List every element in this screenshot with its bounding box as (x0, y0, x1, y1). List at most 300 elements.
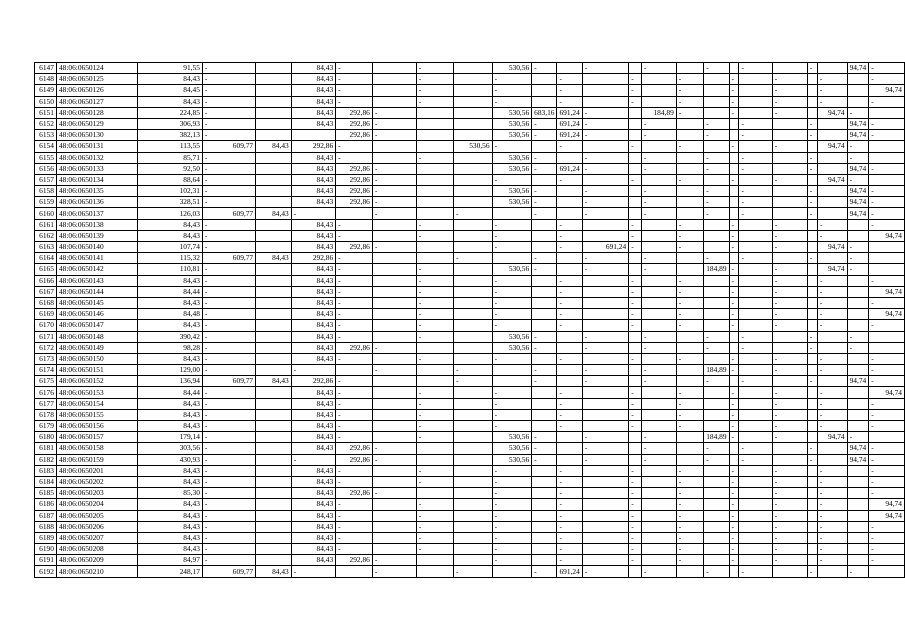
table-cell: - (557, 398, 582, 409)
table-cell: - (729, 544, 739, 555)
table-cell (582, 230, 628, 241)
table-cell: - (869, 398, 905, 409)
table-cell: 94,74 (817, 174, 847, 185)
table-cell (582, 555, 628, 566)
cadastral-number: 48:06:0650139 (56, 230, 137, 241)
table-cell: 94,74 (817, 432, 847, 443)
table-cell (416, 197, 453, 208)
table-cell (642, 309, 677, 320)
table-cell (453, 219, 492, 230)
row-number: 6162 (35, 230, 57, 241)
table-cell (807, 398, 817, 409)
table-row (35, 186, 905, 197)
table-cell: - (336, 532, 373, 543)
table-cell: - (739, 566, 772, 577)
table-cell (704, 230, 729, 241)
table-cell (557, 331, 582, 342)
table-cell: - (869, 532, 905, 543)
table-cell: 292,86 (336, 197, 373, 208)
table-cell: - (202, 174, 255, 185)
row-number: 6174 (35, 365, 57, 376)
table-cell: 292,86 (336, 174, 373, 185)
table-cell (739, 488, 772, 499)
table-cell: - (202, 242, 255, 253)
table-cell (817, 208, 847, 219)
table-cell (256, 219, 292, 230)
table-cell: - (557, 141, 582, 152)
table-cell (739, 544, 772, 555)
table-cell (256, 130, 292, 141)
table-cell (676, 376, 703, 387)
table-cell (817, 163, 847, 174)
cadastral-number: 48:06:0650143 (56, 275, 137, 286)
table-cell (729, 197, 739, 208)
table-cell: - (869, 555, 905, 566)
table-cell: - (492, 141, 532, 152)
table-cell (807, 141, 817, 152)
table-cell: 84,43 (138, 521, 203, 532)
table-cell (256, 521, 292, 532)
cadastral-number: 48:06:0650155 (56, 409, 137, 420)
table-cell: 530,56 (453, 141, 492, 152)
table-cell (492, 566, 532, 577)
row-number: 6170 (35, 320, 57, 331)
table-cell (582, 96, 628, 107)
table-cell: 691,24 (557, 107, 582, 118)
table-cell: - (336, 264, 373, 275)
table-cell: 84,43 (291, 409, 335, 420)
table-cell: - (847, 174, 869, 185)
table-cell: - (772, 521, 807, 532)
table-cell: - (704, 253, 729, 264)
table-cell (807, 353, 817, 364)
table-cell (453, 152, 492, 163)
table-cell (739, 555, 772, 566)
table-cell: 691,24 (557, 566, 582, 577)
table-cell: 530,56 (492, 63, 532, 74)
table-cell: - (807, 331, 817, 342)
table-cell (739, 353, 772, 364)
table-cell (807, 264, 817, 275)
table-cell (453, 163, 492, 174)
table-cell: - (557, 320, 582, 331)
table-cell: - (629, 387, 642, 398)
table-cell: - (676, 85, 703, 96)
table-cell: - (492, 297, 532, 308)
table-cell (372, 499, 416, 510)
table-cell: - (869, 443, 905, 454)
table-cell (532, 230, 557, 241)
table-cell (453, 476, 492, 487)
table-cell: - (772, 286, 807, 297)
table-cell: - (557, 465, 582, 476)
table-cell: - (557, 353, 582, 364)
table-cell: - (642, 365, 677, 376)
table-cell (256, 421, 292, 432)
table-cell (453, 488, 492, 499)
table-cell: - (202, 96, 255, 107)
table-cell (772, 163, 807, 174)
table-cell (256, 74, 292, 85)
table-cell (532, 286, 557, 297)
table-cell: - (202, 130, 255, 141)
table-cell (642, 387, 677, 398)
table-cell (807, 96, 817, 107)
table-cell: - (629, 219, 642, 230)
table-cell: - (202, 264, 255, 275)
table-cell: - (704, 566, 729, 577)
table-row (35, 331, 905, 342)
table-cell: - (416, 309, 453, 320)
table-cell: - (817, 297, 847, 308)
table-cell (629, 264, 642, 275)
table-cell: - (772, 320, 807, 331)
table-cell: 94,74 (817, 141, 847, 152)
table-cell (704, 398, 729, 409)
table-cell: - (729, 85, 739, 96)
table-cell (532, 85, 557, 96)
table-row (35, 63, 905, 74)
table-cell: 84,43 (291, 242, 335, 253)
table-cell (453, 555, 492, 566)
table-cell: - (416, 521, 453, 532)
cadastral-number: 48:06:0650205 (56, 510, 137, 521)
table-cell (416, 342, 453, 353)
table-cell (372, 387, 416, 398)
table-cell (704, 421, 729, 432)
table-cell (629, 331, 642, 342)
table-cell (642, 297, 677, 308)
table-cell: - (532, 365, 557, 376)
table-cell: - (557, 230, 582, 241)
table-cell (739, 499, 772, 510)
table-cell: - (582, 365, 628, 376)
table-cell: - (642, 264, 677, 275)
table-cell: - (202, 499, 255, 510)
table-cell (676, 152, 703, 163)
table-cell: - (729, 555, 739, 566)
table-cell (372, 421, 416, 432)
table-cell: - (532, 443, 557, 454)
table-cell (372, 476, 416, 487)
table-cell: - (372, 130, 416, 141)
table-cell: - (817, 488, 847, 499)
table-cell (729, 454, 739, 465)
cadastral-number: 48:06:0650150 (56, 353, 137, 364)
table-cell: - (704, 376, 729, 387)
table-cell: 224,85 (138, 107, 203, 118)
table-cell (739, 85, 772, 96)
cadastral-number: 48:06:0650136 (56, 197, 137, 208)
table-cell: - (202, 63, 255, 74)
table-cell (453, 510, 492, 521)
table-cell: - (676, 309, 703, 320)
table-cell: - (807, 186, 817, 197)
table-cell: - (676, 544, 703, 555)
table-cell (532, 174, 557, 185)
table-cell: - (202, 409, 255, 420)
table-cell: 691,24 (557, 118, 582, 129)
table-cell (256, 499, 292, 510)
table-cell: 84,43 (291, 297, 335, 308)
table-cell: - (202, 230, 255, 241)
table-cell (532, 409, 557, 420)
table-cell: 292,86 (291, 376, 335, 387)
table-cell: 292,86 (336, 342, 373, 353)
table-cell (869, 152, 905, 163)
table-cell (739, 365, 772, 376)
table-cell (557, 342, 582, 353)
table-cell (704, 107, 729, 118)
cadastral-number: 48:06:0650152 (56, 376, 137, 387)
table-row (35, 532, 905, 543)
table-cell: 84,43 (291, 286, 335, 297)
table-cell: - (492, 488, 532, 499)
cadastral-number: 48:06:0650135 (56, 186, 137, 197)
table-cell (642, 96, 677, 107)
table-cell: 84,43 (291, 85, 335, 96)
table-cell: - (532, 163, 557, 174)
table-cell: 292,86 (291, 253, 335, 264)
table-cell (642, 219, 677, 230)
table-cell: - (416, 74, 453, 85)
table-cell (739, 264, 772, 275)
table-cell: - (772, 365, 807, 376)
table-cell (676, 264, 703, 275)
table-cell: 84,43 (291, 163, 335, 174)
table-cell: 292,86 (336, 107, 373, 118)
table-cell: - (729, 96, 739, 107)
table-cell (453, 398, 492, 409)
table-cell: - (629, 141, 642, 152)
table-cell: - (582, 376, 628, 387)
table-cell (739, 219, 772, 230)
table-cell: - (729, 107, 739, 118)
cadastral-number: 48:06:0650202 (56, 476, 137, 487)
table-cell (642, 141, 677, 152)
table-cell: 390,42 (138, 331, 203, 342)
row-number: 6166 (35, 275, 57, 286)
table-cell (532, 510, 557, 521)
table-cell (372, 230, 416, 241)
table-cell: 129,00 (138, 365, 203, 376)
table-cell (256, 309, 292, 320)
table-cell (256, 398, 292, 409)
table-cell (817, 130, 847, 141)
table-cell (582, 521, 628, 532)
table-cell: - (372, 365, 416, 376)
table-cell: 84,43 (138, 297, 203, 308)
row-number: 6184 (35, 476, 57, 487)
table-row (35, 286, 905, 297)
table-cell (642, 242, 677, 253)
row-number: 6154 (35, 141, 57, 152)
table-row (35, 320, 905, 331)
table-cell: 85,71 (138, 152, 203, 163)
table-cell: 136,94 (138, 376, 203, 387)
table-cell (704, 320, 729, 331)
table-cell: - (629, 297, 642, 308)
cadastral-number: 48:06:0650208 (56, 544, 137, 555)
table-cell: - (817, 309, 847, 320)
table-cell: - (869, 197, 905, 208)
table-row (35, 118, 905, 129)
table-cell: - (729, 74, 739, 85)
table-cell (557, 264, 582, 275)
cadastral-number: 48:06:0650158 (56, 443, 137, 454)
row-number: 6185 (35, 488, 57, 499)
table-cell: - (202, 74, 255, 85)
table-cell (557, 376, 582, 387)
table-cell (869, 342, 905, 353)
table-cell (629, 163, 642, 174)
row-number: 6165 (35, 264, 57, 275)
table-cell: 84,43 (291, 342, 335, 353)
table-cell (642, 286, 677, 297)
table-cell: - (416, 152, 453, 163)
table-cell: - (772, 499, 807, 510)
table-cell: - (704, 208, 729, 219)
table-row (35, 342, 905, 353)
table-cell (453, 544, 492, 555)
table-cell: - (629, 398, 642, 409)
table-cell: - (492, 219, 532, 230)
table-cell (256, 174, 292, 185)
table-cell: - (807, 118, 817, 129)
table-cell: - (807, 208, 817, 219)
table-cell: 94,74 (847, 118, 869, 129)
table-cell (642, 532, 677, 543)
table-cell (847, 488, 869, 499)
table-cell: - (642, 208, 677, 219)
table-cell (704, 297, 729, 308)
table-cell: - (557, 242, 582, 253)
row-number: 6187 (35, 510, 57, 521)
table-cell: - (453, 208, 492, 219)
table-cell: - (532, 376, 557, 387)
table-cell (372, 264, 416, 275)
table-cell: - (372, 443, 416, 454)
table-cell: - (532, 118, 557, 129)
table-cell: - (807, 163, 817, 174)
table-cell: - (869, 63, 905, 74)
table-cell: - (642, 197, 677, 208)
table-cell: 84,43 (138, 230, 203, 241)
table-cell: - (336, 219, 373, 230)
table-cell (372, 409, 416, 420)
table-cell: - (676, 297, 703, 308)
table-cell (676, 454, 703, 465)
table-cell: - (629, 544, 642, 555)
table-cell: - (416, 432, 453, 443)
table-cell (642, 499, 677, 510)
table-cell: - (676, 499, 703, 510)
table-cell: - (492, 398, 532, 409)
table-cell: - (629, 488, 642, 499)
table-cell: - (869, 320, 905, 331)
table-cell: - (807, 152, 817, 163)
table-cell (532, 398, 557, 409)
table-cell: - (336, 297, 373, 308)
table-cell: 530,56 (492, 454, 532, 465)
table-cell (256, 107, 292, 118)
table-cell: - (582, 186, 628, 197)
table-cell (416, 130, 453, 141)
row-number: 6183 (35, 465, 57, 476)
table-cell: 609,77 (202, 208, 255, 219)
table-cell (372, 398, 416, 409)
table-cell (676, 342, 703, 353)
table-cell: - (629, 499, 642, 510)
table-cell (256, 96, 292, 107)
table-cell (256, 544, 292, 555)
table-cell (676, 197, 703, 208)
table-cell (453, 107, 492, 118)
table-cell: - (642, 566, 677, 577)
table-cell (532, 387, 557, 398)
table-cell (807, 275, 817, 286)
table-cell: - (416, 465, 453, 476)
table-cell: 84,43 (291, 387, 335, 398)
table-cell (372, 510, 416, 521)
table-cell: 84,43 (256, 376, 292, 387)
table-cell: - (869, 465, 905, 476)
table-cell: 94,74 (847, 454, 869, 465)
table-cell: 84,43 (291, 309, 335, 320)
table-cell: 84,43 (256, 208, 292, 219)
table-cell: - (676, 286, 703, 297)
table-cell (416, 376, 453, 387)
table-cell (739, 141, 772, 152)
table-cell: - (416, 320, 453, 331)
cadastral-number: 48:06:0650209 (56, 555, 137, 566)
table-cell (291, 130, 335, 141)
table-cell: 84,43 (256, 253, 292, 264)
row-number: 6159 (35, 197, 57, 208)
table-cell: - (676, 510, 703, 521)
table-cell: - (772, 387, 807, 398)
cadastral-number: 48:06:0650141 (56, 253, 137, 264)
table-cell: - (704, 163, 729, 174)
table-row (35, 432, 905, 443)
table-cell: 292,86 (336, 242, 373, 253)
table-cell (869, 141, 905, 152)
table-cell (453, 264, 492, 275)
table-cell: - (416, 286, 453, 297)
table-cell: 107,74 (138, 242, 203, 253)
table-cell (729, 566, 739, 577)
table-cell (372, 297, 416, 308)
table-cell: - (492, 499, 532, 510)
table-cell (704, 275, 729, 286)
table-cell: - (416, 264, 453, 275)
table-row (35, 152, 905, 163)
table-cell: - (729, 398, 739, 409)
table-cell (847, 74, 869, 85)
table-cell: 115,32 (138, 253, 203, 264)
table-cell: - (416, 331, 453, 342)
table-cell (772, 208, 807, 219)
table-cell: - (336, 499, 373, 510)
table-cell (372, 544, 416, 555)
table-cell: - (202, 387, 255, 398)
table-cell (416, 253, 453, 264)
table-cell: - (817, 398, 847, 409)
table-cell: 84,43 (138, 398, 203, 409)
table-cell (739, 309, 772, 320)
table-cell: - (629, 555, 642, 566)
table-cell (704, 544, 729, 555)
